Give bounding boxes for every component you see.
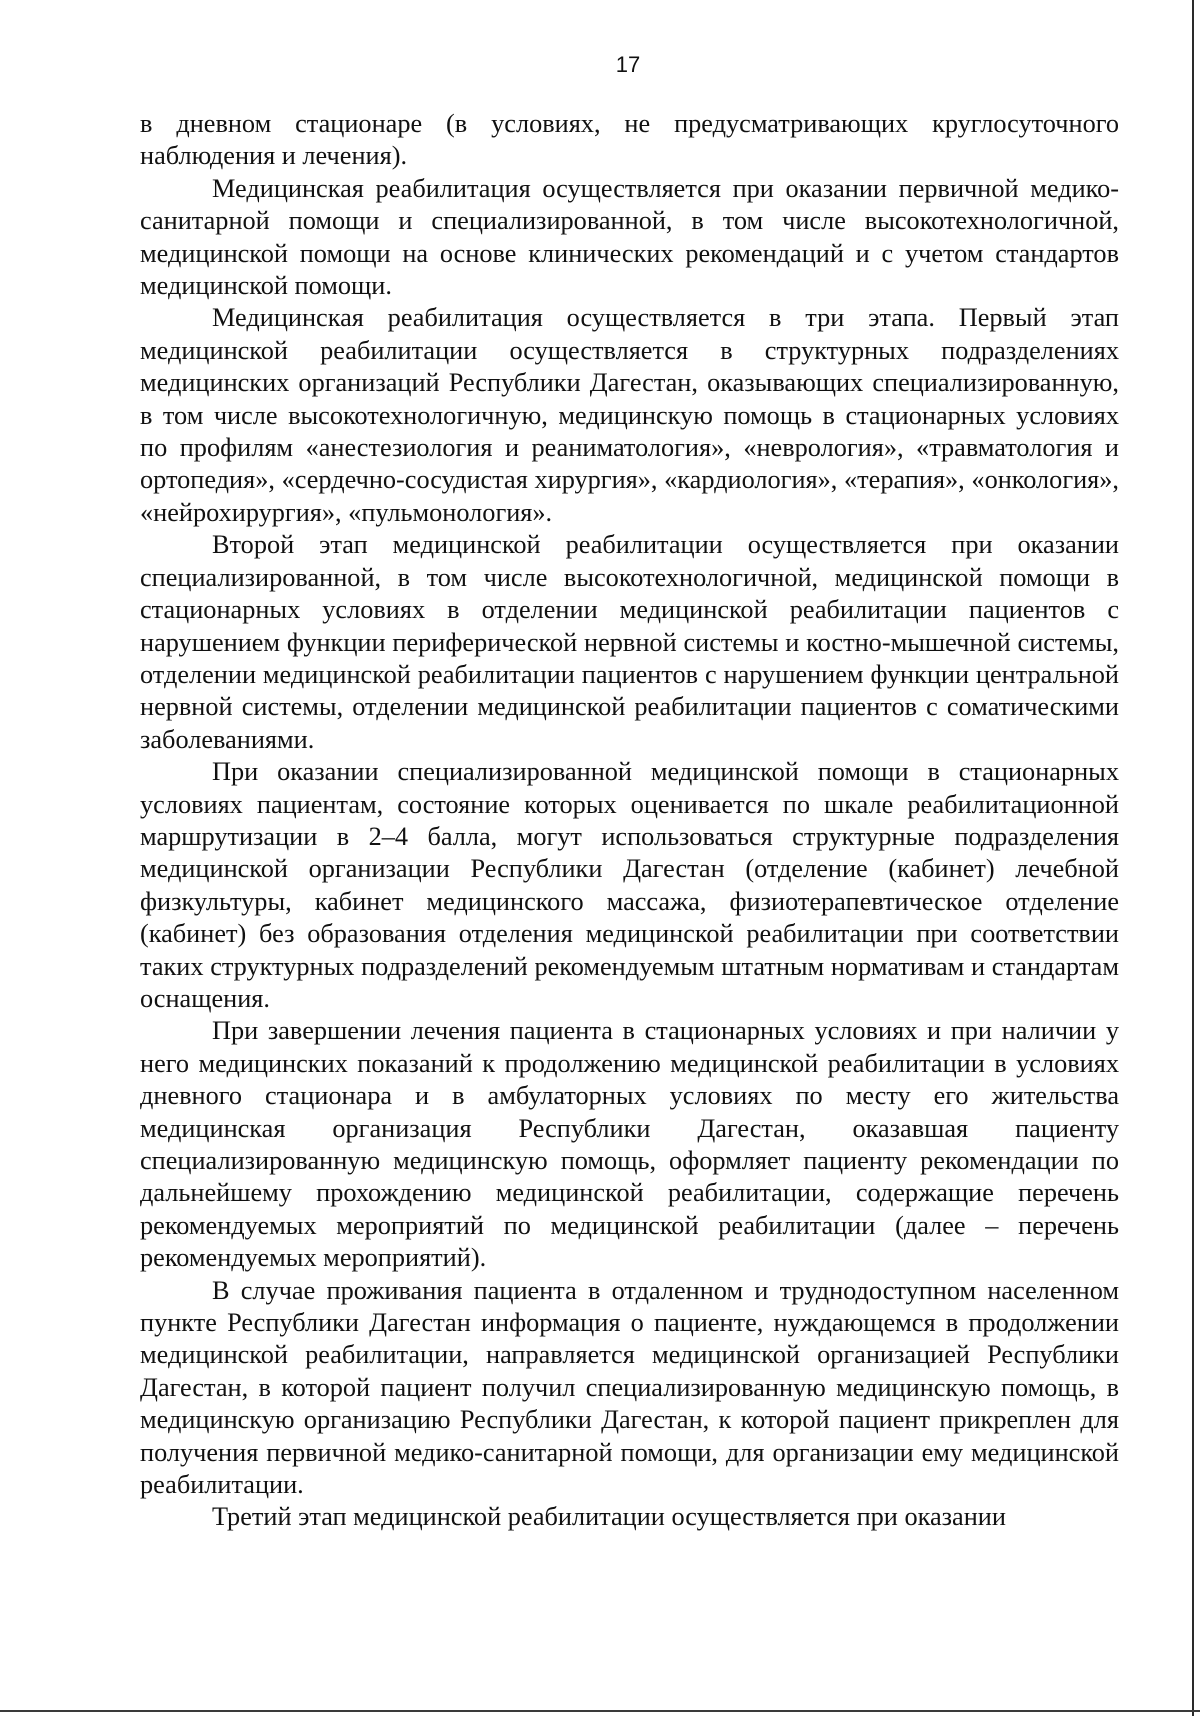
- paragraph-specialized-care: При оказании специализированной медицинской помощи в стационарных условиях пациентам, состояние которых оценивается по шкале реабилитационной маршрутизации в 2–4 балла, могут использоваться структурные подразделения медицинской организации Республики Дагестан (отделение (кабинет) лечебной физкультуры, кабинет медицинского массажа, физиотерапевтическое отделение (кабинет) без образования отделения медицинской реабилитации при соответствии таких структурных подразделений рекомендуемым штатным нормативам и стандартам оснащения.: [140, 757, 1119, 1013]
- paragraph-remote-settlement: В случае проживания пациента в отдаленном и труднодоступном населенном пункте Республики Дагестан информация о пациенте, нуждающемся в продолжении медицинской реабилитации, направляется медицинской организацией Республики Дагестан, в которой пациент получил специализированную медицинскую помощь, в медицинскую организацию Республики Дагестан, к которой пациент прикреплен для получения первичной медико-санитарной помощи, для организации ему медицинской реабилитации.: [140, 1275, 1119, 1500]
- paragraph-rehab-provision: Медицинская реабилитация осуществляется при оказании первичной медико-санитарной помощи и специализированной, в том числе высокотехнологичной, медицинской помощи на основе клинических рекомендаций и с учетом стандартов медицинской помощи.: [140, 173, 1119, 301]
- paragraph-first-stage: Медицинская реабилитация осуществляется в три этапа. Первый этап медицинской реабилитации осуществляется в структурных подразделениях медицинских организаций Республики Дагестан, оказывающих специализированную, в том числе высокотехнологичную, медицинскую помощь в стационарных условиях по профилям «анестезиология и реаниматология», «неврология», «травматология и ортопедия», «сердечно-сосудистая хирургия», «кардиология», «терапия», «онкология», «нейрохирургия», «пульмонология».: [140, 303, 1119, 527]
- scan-edge-right: [1192, 0, 1194, 1716]
- document-body: [140, 108, 1119, 1534]
- paragraph-continuation: в дневном стационаре (в условиях, не предусматривающих круглосуточного наблюдения и лечения).: [140, 109, 1119, 171]
- paragraph-discharge-recommendations: При завершении лечения пациента в стационарных условиях и при наличии у него медицинских показаний к продолжению медицинской реабилитации в условиях дневного стационара и в амбулаторных условиях по месту его жительства медицинская организация Республики Дагестан, оказавшая пациенту специализированную медицинскую помощь, оформляет пациенту рекомендации по дальнейшему прохождению медицинской реабилитации, содержащие перечень рекомендуемых мероприятий по медицинской реабилитации (далее – перечень рекомендуемых мероприятий).: [140, 1016, 1119, 1273]
- paragraph-third-stage: Третий этап медицинской реабилитации осуществляется при оказании: [212, 1502, 1006, 1532]
- page-number: 17: [615, 52, 641, 77]
- scan-edge-bottom: [0, 1710, 1200, 1712]
- paragraph-second-stage: Второй этап медицинской реабилитации осуществляется при оказании специализированной, в том числе высокотехнологичной, медицинской помощи в стационарных условиях в отделении медицинской реабилитации пациентов с нарушением функции периферической нервной системы и костно-мышечной системы, отделении медицинской реабилитации пациентов с нарушением функции центральной нервной системы, отделении медицинской реабилитации пациентов с соматическими заболеваниями.: [140, 530, 1119, 754]
